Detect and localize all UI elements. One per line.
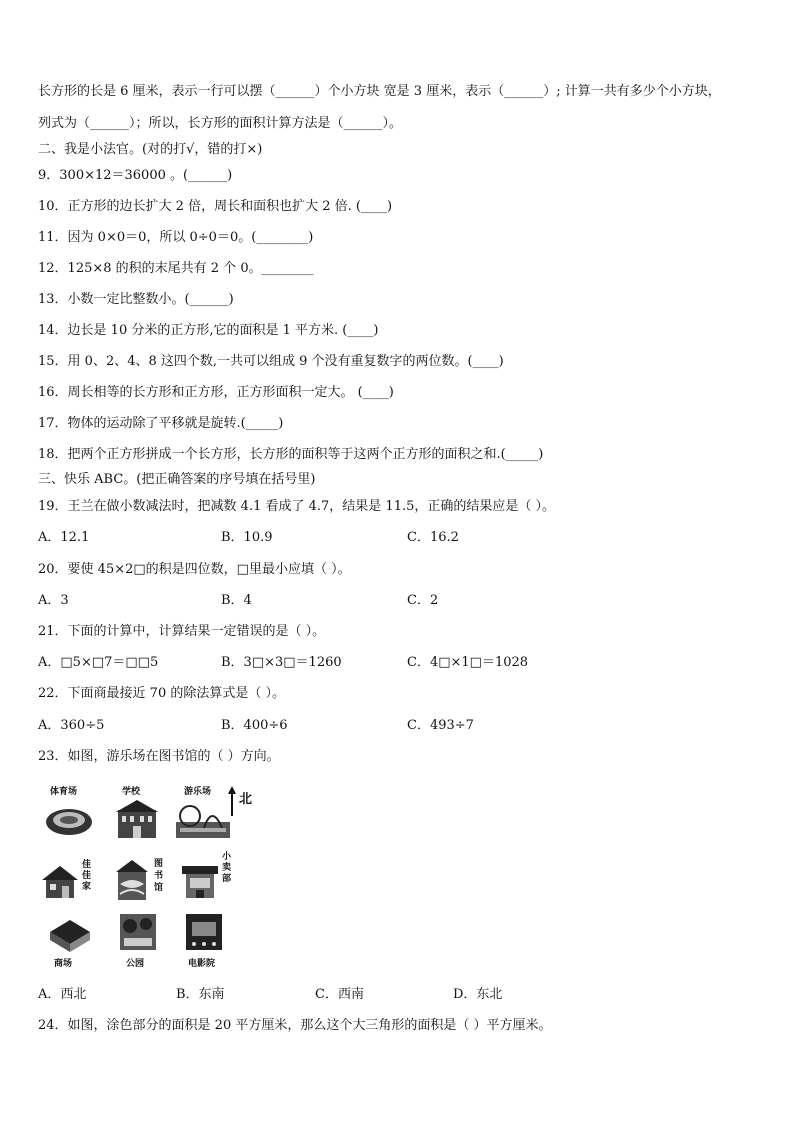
map-garden bbox=[110, 912, 172, 974]
house-icon bbox=[40, 864, 80, 900]
school-building-icon bbox=[112, 798, 162, 842]
option-c[interactable]: C．西南 bbox=[315, 987, 364, 1002]
store-icon bbox=[180, 862, 220, 902]
map-gym bbox=[40, 784, 102, 846]
direction-map bbox=[40, 784, 260, 974]
park-icon bbox=[118, 912, 158, 952]
question-16: 16．周长相等的长方形和正方形，正方形面积一定大。 (____) bbox=[38, 385, 394, 400]
option-b[interactable]: B．东南 bbox=[176, 987, 225, 1002]
store-label: 小卖部 bbox=[222, 852, 232, 884]
option-c[interactable]: C．16.2 bbox=[407, 530, 459, 545]
map-home bbox=[40, 850, 102, 912]
option-a[interactable]: A．西北 bbox=[38, 987, 87, 1002]
question-11: 11．因为 0×0＝0，所以 0÷0＝0。(________) bbox=[38, 230, 314, 245]
question-18: 18．把两个正方形拼成一个长方形，长方形的面积等于这两个正方形的面积之和.(_____) bbox=[38, 447, 544, 462]
section-2-title: 二、我是小法官。(对的打√，错的打×) bbox=[38, 142, 263, 157]
map-library bbox=[110, 850, 172, 912]
map-mall bbox=[40, 912, 102, 974]
option-b[interactable]: B．10.9 bbox=[221, 530, 273, 545]
section-3-title: 三、快乐 ABC。(把正确答案的序号填在括号里) bbox=[38, 472, 316, 487]
garden-label: 公园 bbox=[126, 959, 145, 969]
question-10: 10．正方形的边长扩大 2 倍，周长和面积也扩大 2 倍. (____) bbox=[38, 199, 393, 214]
question-23: 23．如图，游乐场在图书馆的（ ）方向。 bbox=[38, 749, 280, 764]
option-b[interactable]: B．4 bbox=[221, 593, 252, 608]
map-school bbox=[110, 784, 172, 846]
home-label: 佳佳家 bbox=[82, 860, 92, 892]
question-15: 15．用 0、2、4、8 这四个数,一共可以组成 9 个没有重复数字的两位数。(____) bbox=[38, 354, 504, 369]
q8-line-2: 列式为（______）；所以，长方形的面积计算方法是（______）。 bbox=[38, 116, 403, 131]
question-12: 12．125×8 的积的末尾共有 2 个 0。________ bbox=[38, 261, 314, 276]
map-amusement-park bbox=[176, 784, 238, 846]
map-cinema bbox=[176, 912, 238, 974]
option-c[interactable]: C．493÷7 bbox=[407, 718, 474, 733]
cinema-label: 电影院 bbox=[188, 959, 216, 969]
amusement-park-icon bbox=[176, 798, 230, 840]
school-label: 学校 bbox=[122, 787, 141, 797]
mall-icon bbox=[48, 918, 92, 952]
option-a[interactable]: A．360÷5 bbox=[38, 718, 105, 733]
library-label: 图书馆 bbox=[154, 859, 164, 893]
library-icon bbox=[112, 858, 152, 904]
option-c[interactable]: C．4□×1□＝1028 bbox=[407, 655, 529, 670]
amusement-park-label: 游乐场 bbox=[184, 787, 212, 797]
north-label: 北 bbox=[239, 792, 253, 807]
option-b[interactable]: B．400÷6 bbox=[221, 718, 288, 733]
question-19: 19．王兰在做小数减法时，把减数 4.1 看成了 4.7，结果是 11.5，正确的结果应是（ ）。 bbox=[38, 499, 555, 514]
question-20: 20．要使 45×2□的积是四位数，□里最小应填（ ）。 bbox=[38, 562, 351, 577]
question-13: 13．小数一定比整数小。(______) bbox=[38, 292, 234, 307]
option-a[interactable]: A．12.1 bbox=[38, 530, 90, 545]
gym-label: 体育场 bbox=[50, 787, 78, 797]
mall-label: 商场 bbox=[54, 959, 73, 969]
question-24: 24．如图，涂色部分的面积是 20 平方厘米，那么这个大三角形的面积是（ ）平方厘米。 bbox=[38, 1018, 552, 1033]
map-store bbox=[176, 850, 238, 912]
option-d[interactable]: D．东北 bbox=[453, 987, 503, 1002]
q8-line-1: 长方形的长是 6 厘米，表示一行可以摆（______）个小方块 宽是 3 厘米，表示（______）; 计算一共有多少个小方块， bbox=[38, 84, 721, 99]
option-b[interactable]: B．3□×3□＝1260 bbox=[221, 655, 342, 670]
cinema-icon bbox=[184, 912, 224, 952]
question-22: 22．下面商最接近 70 的除法算式是（ ）。 bbox=[38, 686, 285, 701]
option-a[interactable]: A．3 bbox=[38, 593, 69, 608]
question-14: 14．边长是 10 分米的正方形,它的面积是 1 平方米. (____) bbox=[38, 323, 379, 338]
question-17: 17．物体的运动除了平移就是旋转.(_____) bbox=[38, 416, 284, 431]
question-9: 9．300×12＝36000 。(______) bbox=[38, 168, 233, 183]
stadium-icon bbox=[44, 798, 94, 840]
option-a[interactable]: A．□5×□7＝□□5 bbox=[38, 655, 159, 670]
option-c[interactable]: C．2 bbox=[407, 593, 439, 608]
question-21: 21．下面的计算中，计算结果一定错误的是（ ）。 bbox=[38, 624, 326, 639]
